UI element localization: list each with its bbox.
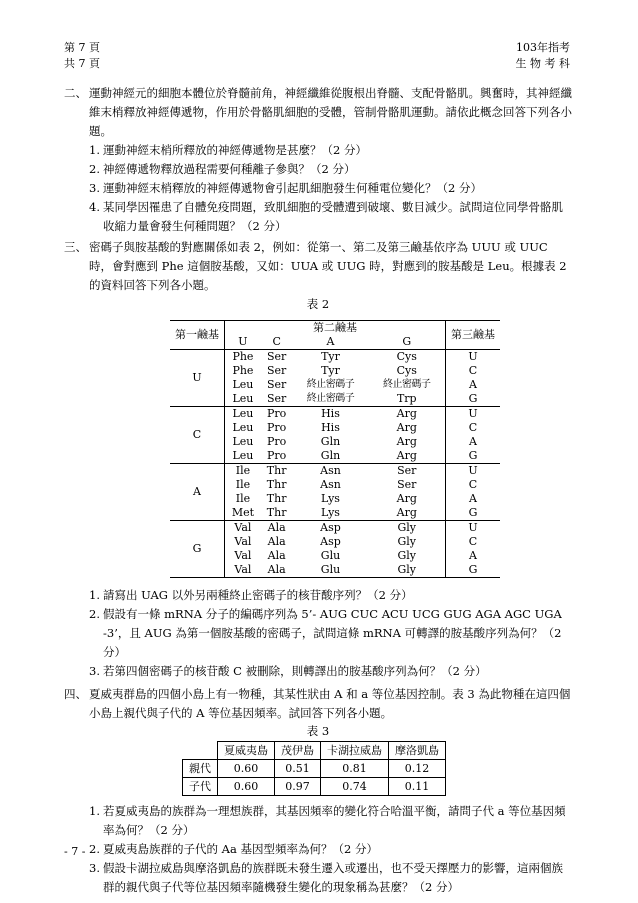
amino-acid-cell: Pro — [267, 421, 287, 434]
sub-question-text: 假設卡湖拉威島與摩洛凱島的族群既未發生遷入或遷出，也不受天擇壓力的影響，這兩個族群的親代與子代等位基因頻率隨機發生變化的現象稱為甚麼？（2 分） — [103, 861, 563, 894]
amino-acid-cell: Ser — [261, 392, 293, 407]
sub-question-text: 請寫出 UAG 以外另兩種終止密碼子的核苷酸序列？（2 分） — [103, 588, 413, 602]
codon-table — [170, 320, 500, 578]
amino-acid-cell: Thr — [266, 492, 287, 505]
amino-acid-cell: Leu — [225, 449, 261, 464]
amino-acid-cell: Ile — [235, 478, 251, 491]
sub-question-text: 某同學因罹患了自體免疫問題，致肌細胞的受體遭到破壞、數目減少。試問這位同學骨骼肌收縮力量會發生何種問題？（2 分） — [103, 200, 563, 233]
sub-question-number: 3. — [89, 664, 100, 678]
question-2 — [64, 84, 572, 141]
sub-question-number: 2. — [89, 842, 100, 856]
amino-acid-cell: Thr — [266, 464, 287, 477]
third-base-cell: G — [446, 563, 501, 578]
amino-acid-cell: Leu — [232, 378, 254, 391]
amino-acid-cell: Ser — [266, 364, 287, 377]
amino-acid-cell: Val — [234, 535, 252, 548]
amino-acid-cell: Ser — [266, 350, 287, 363]
codon-row — [170, 407, 500, 422]
amino-acid-cell: Glu — [292, 563, 368, 578]
amino-acid-cell: Trp — [369, 392, 446, 407]
island-header: 茂伊島 — [275, 742, 321, 760]
third-base-cell: A — [446, 549, 501, 563]
third-base-cell: G — [446, 392, 501, 407]
third-base-cell: G — [446, 449, 501, 464]
amino-acid-cell: His — [321, 421, 340, 434]
amino-acid-cell: Ser — [397, 464, 417, 477]
amino-acid-cell: 終止密碼子 — [306, 379, 355, 390]
amino-acid-cell: Ala — [267, 521, 286, 534]
sub-question — [89, 179, 572, 198]
sub-question — [89, 198, 572, 236]
page-label: 第 7 頁 — [64, 41, 100, 54]
amino-acid-cell: Leu — [232, 421, 254, 434]
sub-question-number: 3. — [89, 181, 100, 195]
island-header: 卡湖拉威島 — [321, 742, 389, 760]
third-base-cell: C — [446, 421, 501, 435]
amino-acid-cell: Tyr — [321, 350, 340, 363]
first-base-header: 第一鹼基 — [170, 321, 225, 350]
sub-question — [89, 586, 572, 605]
amino-acid-cell: Leu — [232, 407, 254, 420]
amino-acid-cell: Asn — [320, 464, 341, 477]
amino-acid-cell: Met — [225, 506, 261, 521]
header-left — [64, 40, 100, 72]
amino-acid-cell: His — [321, 407, 340, 420]
sub-question-text: 若第四個密碼子的核苷酸 C 被刪除，則轉譯出的胺基酸序列為何？（2 分） — [103, 664, 487, 678]
sub-question — [89, 859, 572, 897]
sub-question — [89, 840, 572, 859]
amino-acid-cell: Pro — [267, 435, 287, 448]
table-cell: 0.97 — [275, 778, 321, 796]
third-base-cell: C — [446, 535, 501, 549]
amino-acid-cell: Val — [234, 521, 252, 534]
table-cell: 0.11 — [389, 778, 446, 796]
question-text: 密碼子與胺基酸的對應關係如表 2，例如：從第一、第二及第三鹼基依序為 UUU 或 UUC 時，會對應到 Phe 這個胺基酸，又如：UUA 或 UUG 時，對應到的胺基酸是 Leu。根據表 2 的資料回答下列各小題。 — [89, 240, 567, 292]
sub-question — [89, 160, 572, 179]
allele-frequency-table — [182, 741, 446, 796]
third-base-cell: C — [446, 364, 501, 378]
amino-acid-cell: Gln — [292, 449, 368, 464]
amino-acid-cell: 終止密碼子 — [383, 379, 431, 390]
row-label: 子代 — [183, 778, 218, 796]
table-2-caption: 表 2 — [306, 297, 330, 311]
codon-row — [170, 464, 500, 479]
third-base-cell: U — [446, 407, 501, 422]
codon-table-wrapper — [170, 320, 500, 578]
sub-question-text: 神經傳遞物釋放過程需要何種離子參與？（2 分） — [103, 162, 356, 176]
third-base-cell: U — [446, 350, 501, 365]
table-row — [183, 760, 446, 778]
second-base-g: G — [369, 335, 446, 350]
amino-acid-cell: Ser — [397, 478, 417, 491]
amino-acid-cell: Pro — [261, 449, 293, 464]
second-base-c: C — [261, 335, 293, 350]
amino-acid-cell: Gly — [369, 563, 446, 578]
amino-acid-cell: Ile — [235, 464, 251, 477]
sub-question-number: 3. — [89, 861, 100, 875]
amino-acid-cell: Lys — [292, 506, 368, 521]
amino-acid-cell: Arg — [396, 435, 417, 448]
sub-question-text: 若夏威夷島的族群為一理想族群，其基因頻率的變化符合哈溫平衡，請問子代 a 等位基因頻率為何？（2 分） — [103, 804, 566, 837]
amino-acid-cell: Thr — [266, 478, 287, 491]
subject-label: 生 物 考 科 — [515, 57, 570, 70]
total-pages-label: 共 7 頁 — [64, 57, 100, 70]
amino-acid-cell: Gln — [320, 435, 341, 448]
first-base-cell: C — [170, 407, 225, 464]
exam-content — [64, 84, 572, 897]
amino-acid-cell: Leu — [225, 392, 261, 407]
amino-acid-cell: Glu — [320, 549, 341, 562]
sub-question — [89, 605, 572, 662]
question-number: 三、 — [64, 240, 87, 254]
exam-label: 103年指考 — [516, 41, 570, 54]
table-cell: 0.51 — [275, 760, 321, 778]
amino-acid-cell: Leu — [232, 435, 254, 448]
sub-question-number: 4. — [89, 200, 100, 214]
amino-acid-cell: Lys — [320, 492, 340, 505]
second-base-a: A — [292, 335, 368, 350]
sub-question — [89, 802, 572, 840]
table-cell: 0.60 — [218, 760, 275, 778]
amino-acid-cell: Gly — [397, 535, 417, 548]
amino-acid-cell: Val — [234, 549, 252, 562]
third-base-header: 第三鹼基 — [446, 321, 501, 350]
amino-acid-cell: Asp — [320, 535, 341, 548]
amino-acid-cell: 終止密碼子 — [292, 392, 368, 407]
empty-corner-cell — [183, 742, 218, 760]
third-base-cell: U — [446, 521, 501, 536]
sub-question-text: 運動神經末梢釋放的神經傳遞物會引起肌細胞發生何種電位變化？（2 分） — [103, 181, 482, 195]
sub-question — [89, 662, 572, 681]
question-number: 二、 — [64, 86, 87, 100]
amino-acid-cell: Ser — [266, 378, 287, 391]
island-header: 夏威夷島 — [218, 742, 275, 760]
third-base-cell: U — [446, 464, 501, 479]
first-base-cell: U — [170, 350, 225, 407]
sub-question-number: 1. — [89, 804, 100, 818]
row-label: 親代 — [183, 760, 218, 778]
amino-acid-cell: Asp — [320, 521, 341, 534]
table-cell: 0.81 — [321, 760, 389, 778]
amino-acid-cell: Ile — [235, 492, 251, 505]
third-base-cell: G — [446, 506, 501, 521]
amino-acid-cell: Cys — [396, 364, 417, 377]
second-base-header: 第二鹼基 — [225, 321, 446, 336]
sub-question-text: 假設有一條 mRNA 分子的編碼序列為 5’- AUG CUC ACU UCG GUG AGA AGC UGA -3’，且 AUG 為第一個胺基酸的密碼子，試問這條 mRNA 可轉譯的胺基酸序列為何？（2 分） — [103, 607, 562, 659]
third-base-cell: A — [446, 378, 501, 392]
codon-table-body — [170, 350, 500, 578]
amino-acid-cell: Cys — [396, 350, 417, 363]
codon-row — [170, 350, 500, 365]
third-base-cell: A — [446, 492, 501, 506]
amino-acid-cell: Val — [225, 563, 261, 578]
table-cell: 0.60 — [218, 778, 275, 796]
amino-acid-cell: Arg — [396, 421, 417, 434]
question-3 — [64, 238, 572, 295]
amino-acid-cell: Gly — [397, 549, 417, 562]
table-header-row — [183, 742, 446, 760]
amino-acid-cell: Ala — [267, 535, 286, 548]
question-text: 夏威夷群島的四個小島上有一物種，其某性狀由 A 和 a 等位基因控制。表 3 為此物種在這四個小島上親代與子代的 A 等位基因頻率。試回答下列各小題。 — [89, 687, 571, 720]
sub-question-number: 2. — [89, 162, 100, 176]
first-base-cell: G — [170, 521, 225, 578]
question-4 — [64, 685, 572, 723]
sub-question-number: 1. — [89, 588, 100, 602]
table-cell: 0.74 — [321, 778, 389, 796]
amino-acid-cell: Gly — [397, 521, 417, 534]
third-base-cell: C — [446, 478, 501, 492]
amino-acid-cell: Arg — [396, 492, 417, 505]
amino-acid-cell: Arg — [369, 506, 446, 521]
amino-acid-cell: Phe — [232, 364, 254, 377]
sub-question-number: 2. — [89, 607, 100, 621]
amino-acid-cell: Ala — [267, 549, 286, 562]
sub-question-text: 夏威夷島族群的子代的 Aa 基因型頻率為何？（2 分） — [103, 842, 378, 856]
first-base-cell: A — [170, 464, 225, 521]
sub-question — [89, 141, 572, 160]
second-base-u: U — [225, 335, 261, 350]
amino-acid-cell: Arg — [369, 449, 446, 464]
codon-row — [170, 521, 500, 536]
table-cell: 0.12 — [389, 760, 446, 778]
third-base-cell: A — [446, 435, 501, 449]
amino-acid-cell: Phe — [232, 350, 254, 363]
island-header: 摩洛凱島 — [389, 742, 446, 760]
amino-acid-cell: Tyr — [321, 364, 340, 377]
amino-acid-cell: Arg — [396, 407, 417, 420]
sub-question-number: 1. — [89, 143, 100, 157]
table-3-caption: 表 3 — [306, 724, 330, 738]
table-row — [183, 778, 446, 796]
amino-acid-cell: Ala — [261, 563, 293, 578]
amino-acid-cell: Pro — [267, 407, 287, 420]
sub-question-text: 運動神經末梢所釋放的神經傳遞物是甚麼？（2 分） — [103, 143, 367, 157]
amino-acid-cell: Asn — [320, 478, 341, 491]
header-right — [516, 40, 571, 72]
page-number: - 7 - — [64, 845, 86, 858]
amino-acid-cell: Thr — [261, 506, 293, 521]
question-number: 四、 — [64, 687, 87, 701]
question-text: 運動神經元的細胞本體位於脊髓前角，神經纖維從腹根出脊髓、支配骨骼肌。興奮時，其神經纖維末梢釋放神經傳遞物，作用於骨骼肌細胞的受體，管制骨骼肌運動。請依此概念回答下列各小題。 — [89, 86, 572, 138]
